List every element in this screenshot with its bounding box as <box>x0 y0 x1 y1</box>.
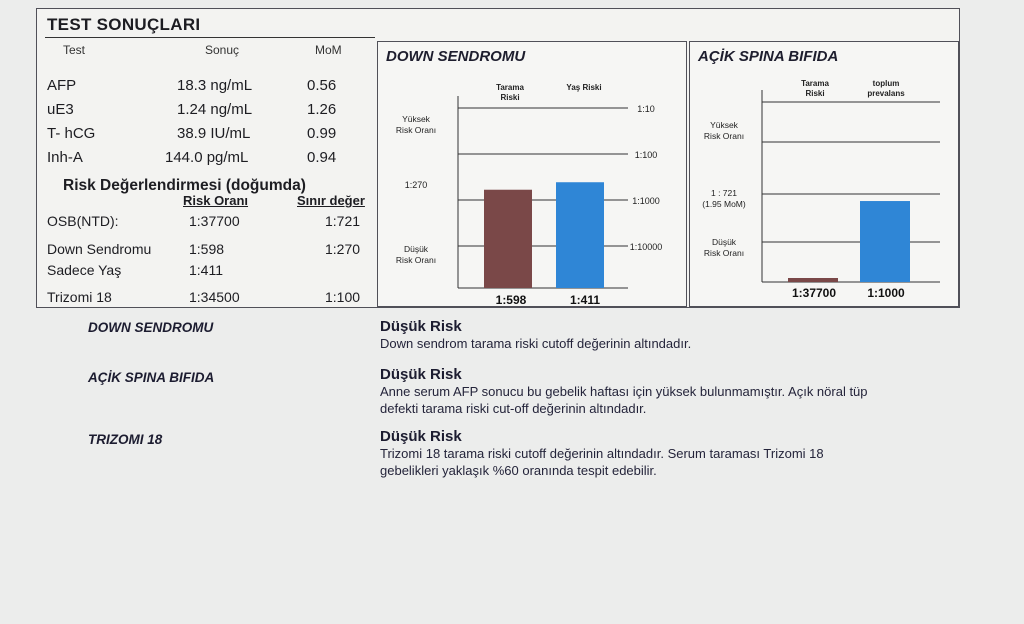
left-high-label-2: Risk Oranı <box>395 125 437 135</box>
sb-category-screening-2: Riski <box>805 89 825 98</box>
risk-ratio-down: 1:598 <box>189 241 225 257</box>
row-result-afp: 18.3 ng/mL <box>177 77 253 94</box>
report-title: TEST SONUÇLARI <box>47 15 201 34</box>
category-label-screening-2: Riski <box>500 93 520 102</box>
threshold-t18: 1:100 <box>325 289 361 305</box>
row-result-ue3: 1.24 ng/mL <box>177 101 253 118</box>
down-syndrome-chart <box>378 42 686 306</box>
tick-1-100: 1:100 <box>634 150 658 160</box>
summary-spina-bifida <box>380 366 1000 417</box>
risk-ratio-age: 1:411 <box>189 262 223 278</box>
risk-ratio-t18: 1:34500 <box>189 289 240 305</box>
left-low-label-2: Risk Oranı <box>395 255 437 265</box>
row-test-inha: Inh-A <box>47 149 83 166</box>
report-box <box>36 8 960 308</box>
threshold-osb: 1:721 <box>325 213 361 229</box>
sb-value-label-prevalence: 1:1000 <box>867 286 905 300</box>
sb-value-label-screening: 1:37700 <box>791 286 837 300</box>
sb-category-screening-1: Tarama <box>801 79 829 88</box>
spina-bifida-chart-title: AÇİK SPINA BIFIDA <box>698 48 839 65</box>
threshold-heading: Sınır değer <box>297 193 365 208</box>
spina-bifida-chart-panel <box>689 41 959 307</box>
category-label-age: Yaş Riski <box>566 83 602 92</box>
row-mom-hcg: 0.99 <box>307 125 337 142</box>
risk-label-t18: Trizomi 18 <box>47 289 112 305</box>
bar-age-risk <box>556 182 604 288</box>
sb-left-high-label-2: Risk Oranı <box>703 131 745 141</box>
summary-desc-spina-bifida-1: Anne serum AFP sonucu bu gebelik haftası için yüksek bulunmamıştır. Açık nöral tüp <box>380 384 868 399</box>
summary-risk-trisomy18: Düşük Risk <box>380 428 462 445</box>
left-low-label-1: Düşük <box>403 244 429 254</box>
spina-bifida-chart <box>690 42 958 306</box>
summary-desc-trisomy18-2: gebelikleri yaklaşık %60 oranında tespit edebilir. <box>380 463 657 478</box>
summary-name-spina-bifida: AÇİK SPINA BIFIDA <box>88 370 215 385</box>
row-test-afp: AFP <box>47 77 77 94</box>
sb-left-cutoff-label-1: 1 : 721 <box>711 188 737 198</box>
value-label-age: 1:411 <box>569 293 601 306</box>
value-label-screening: 1:598 <box>495 293 527 306</box>
column-mom: MoM <box>315 43 342 57</box>
risk-ratio-osb: 1:37700 <box>189 213 240 229</box>
down-syndrome-chart-panel <box>377 41 687 307</box>
sb-left-low-label-1: Düşük <box>711 237 737 247</box>
sb-left-low-label-2: Risk Oranı <box>703 248 745 258</box>
row-result-inha: 144.0 pg/mL <box>165 149 249 166</box>
row-test-ue3: uE3 <box>47 101 74 118</box>
sb-bar-population-prevalence <box>860 201 910 282</box>
row-mom-afp: 0.56 <box>307 77 337 94</box>
title-underline <box>45 37 375 38</box>
summary-down <box>380 318 980 352</box>
risk-label-age: Sadece Yaş <box>47 262 122 278</box>
risk-assessment-heading: Risk Değerlendirmesi (doğumda) <box>63 177 306 194</box>
row-result-hcg: 38.9 IU/mL <box>177 125 251 142</box>
down-syndrome-chart-title: DOWN SENDROMU <box>386 48 526 65</box>
tick-1-10: 1:10 <box>637 104 655 114</box>
row-mom-ue3: 1.26 <box>307 101 337 118</box>
tick-1-1000: 1:1000 <box>632 196 660 206</box>
threshold-down: 1:270 <box>325 241 361 257</box>
risk-label-down: Down Sendromu <box>47 241 152 257</box>
left-high-label-1: Yüksek <box>402 114 430 124</box>
summary-name-trisomy18: TRIZOMI 18 <box>88 432 163 447</box>
row-test-hcg: T- hCG <box>47 125 96 142</box>
sb-category-prevalence-2: prevalans <box>867 89 905 98</box>
summary-trisomy18 <box>380 428 980 479</box>
sb-left-high-label-1: Yüksek <box>710 120 738 130</box>
row-mom-inha: 0.94 <box>307 149 337 166</box>
sb-left-cutoff-label-2: (1.95 MoM) <box>702 199 746 209</box>
sb-category-prevalence-1: toplum <box>872 79 900 88</box>
summary-desc-trisomy18-1: Trizomi 18 tarama riski cutoff değerinin altındadır. Serum taraması Trizomi 18 <box>380 446 824 461</box>
summary-desc-down-1: Down sendrom tarama riski cutoff değerinin altındadır. <box>380 336 692 351</box>
summary-name-down: DOWN SENDROMU <box>88 320 214 335</box>
column-result: Sonuç <box>205 43 240 57</box>
risk-ratio-heading: Risk Oranı <box>183 193 249 208</box>
sb-bar-screening-risk <box>788 278 838 282</box>
column-test: Test <box>63 43 86 57</box>
bar-screening-risk <box>484 190 532 288</box>
risk-label-osb: OSB(NTD): <box>47 213 119 229</box>
summary-risk-down: Düşük Risk <box>380 318 462 335</box>
category-label-screening-1: Tarama <box>496 83 524 92</box>
tick-1-10000: 1:10000 <box>629 242 663 252</box>
summary-risk-spina-bifida: Düşük Risk <box>380 366 462 383</box>
left-cutoff-label: 1:270 <box>404 180 428 190</box>
summary-desc-spina-bifida-2: defekti tarama riski cut-off değerinin altındadır. <box>380 401 647 416</box>
